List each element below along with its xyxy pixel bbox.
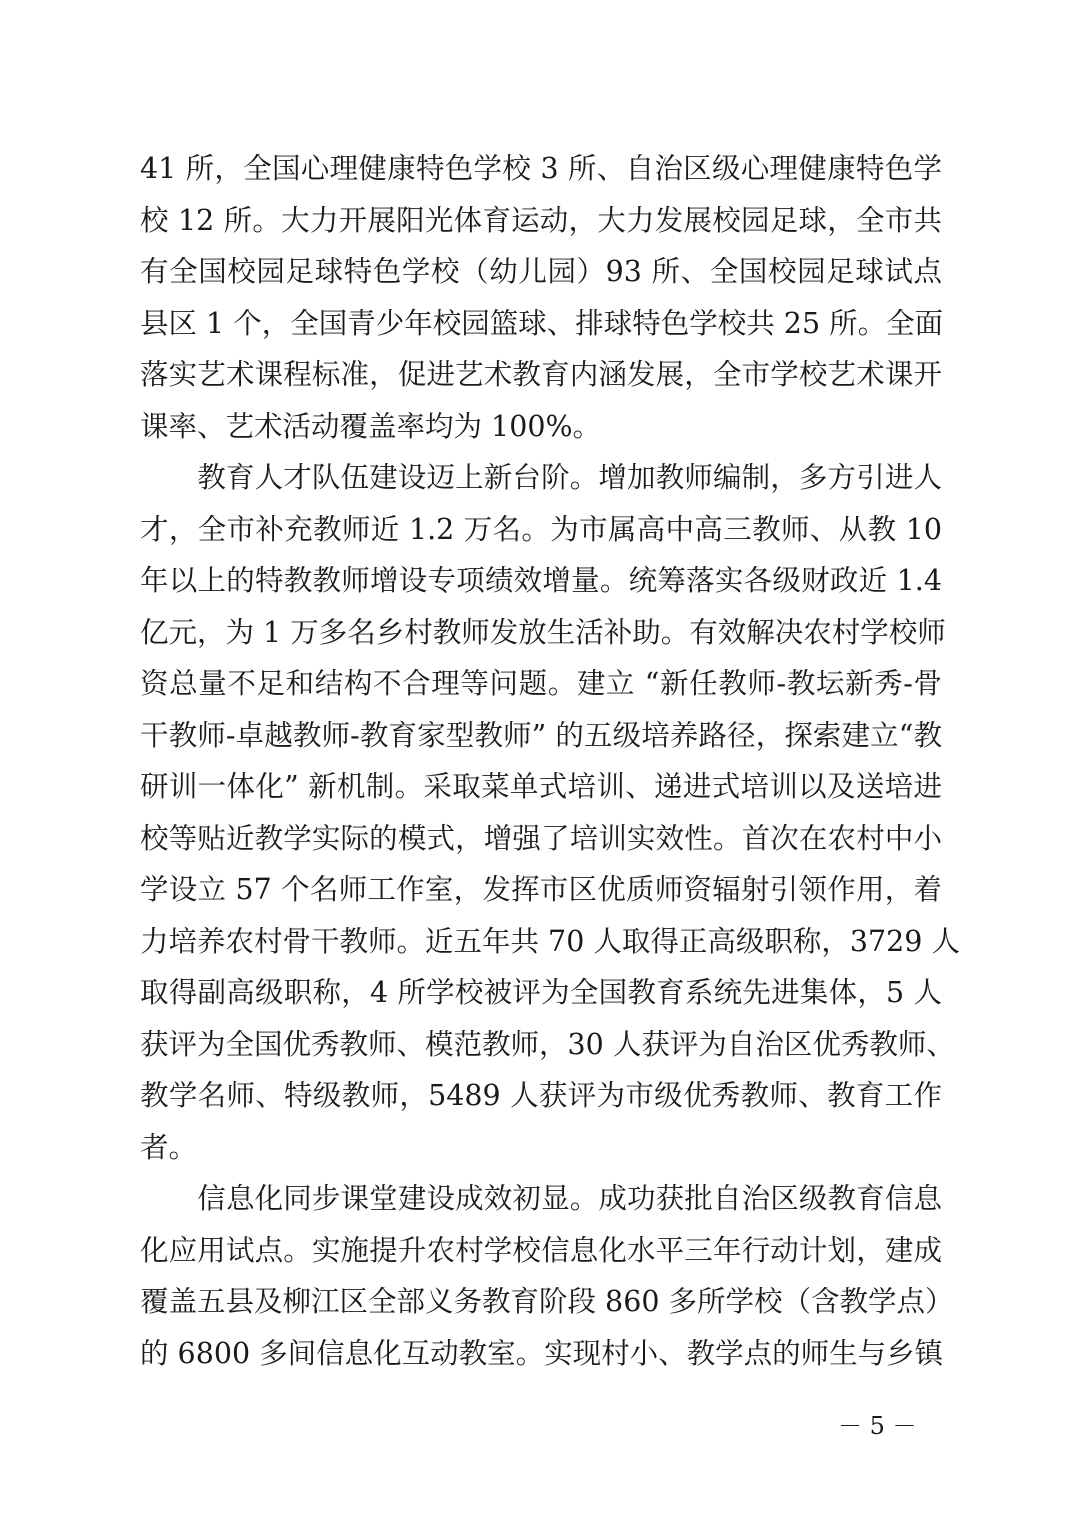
text-line: 校 12 所。大力开展阳光体育运动，大力发展校园足球，全市共	[140, 203, 942, 237]
text-line: 者。	[140, 1130, 198, 1164]
text-line: 研训一体化” 新机制。采取菜单式培训、递进式培训以及送培进	[140, 770, 942, 803]
body-text	[140, 143, 960, 1379]
text-line: 落实艺术课程标准，促进艺术教育内涵发展，全市学校艺术课开	[140, 358, 942, 391]
text-line: 学设立 57 个名师工作室，发挥市区优质师资辐射引领作用，着	[140, 873, 942, 906]
text-line: 课率、艺术活动覆盖率均为 100%。	[140, 409, 602, 443]
paragraph-start-line: 教育人才队伍建设迈上新台阶。增加教师编制，多方引进人	[140, 461, 942, 494]
text-line: 才，全市补充教师近 1.2 万名。为市属高中高三教师、从教 10	[140, 512, 942, 546]
text-line: 年以上的特教教师增设专项绩效增量。统筹落实各级财政近 1.4	[140, 564, 942, 597]
text-line: 资总量不足和结构不合理等问题。建立 “新任教师-教坛新秀-骨	[140, 667, 942, 700]
page-number: － 5 －	[838, 1412, 917, 1440]
text-line: 力培养农村骨干教师。近五年共 70 人取得正高级职称，3729 人	[140, 924, 960, 958]
text-line: 县区 1 个，全国青少年校园篮球、排球特色学校共 25 所。全面	[140, 306, 944, 340]
text-line: 校等贴近教学实际的模式，增强了培训实效性。首次在农村中小	[140, 821, 942, 855]
text-line: 教学名师、特级教师，5489 人获评为市级优秀教师、教育工作	[140, 1079, 942, 1112]
text-line: 干教师-卓越教师-教育家型教师” 的五级培养路径，探索建立“教	[140, 718, 942, 752]
text-line: 取得副高级职称，4 所学校被评为全国教育系统先进集体，5 人	[140, 976, 942, 1009]
text-line: 亿元，为 1 万多名乡村教师发放生活补助。有效解决农村学校师	[140, 615, 946, 649]
text-line: 覆盖五县及柳江区全部义务教育阶段 860 多所学校（含教学点）	[140, 1285, 954, 1318]
text-line: 41 所，全国心理健康特色学校 3 所、自治区级心理健康特色学	[140, 152, 942, 185]
text-line: 获评为全国优秀教师、模范教师，30 人获评为自治区优秀教师、	[140, 1027, 955, 1061]
text-line: 化应用试点。实施提升农村学校信息化水平三年行动计划，建成	[140, 1233, 942, 1267]
paragraph-start-line: 信息化同步课堂建设成效初显。成功获批自治区级教育信息	[140, 1182, 942, 1215]
text-line: 有全国校园足球特色学校（幼儿园）93 所、全国校园足球试点	[140, 255, 942, 288]
text-line: 的 6800 多间信息化互动教室。实现村小、教学点的师生与乡镇	[140, 1336, 944, 1370]
